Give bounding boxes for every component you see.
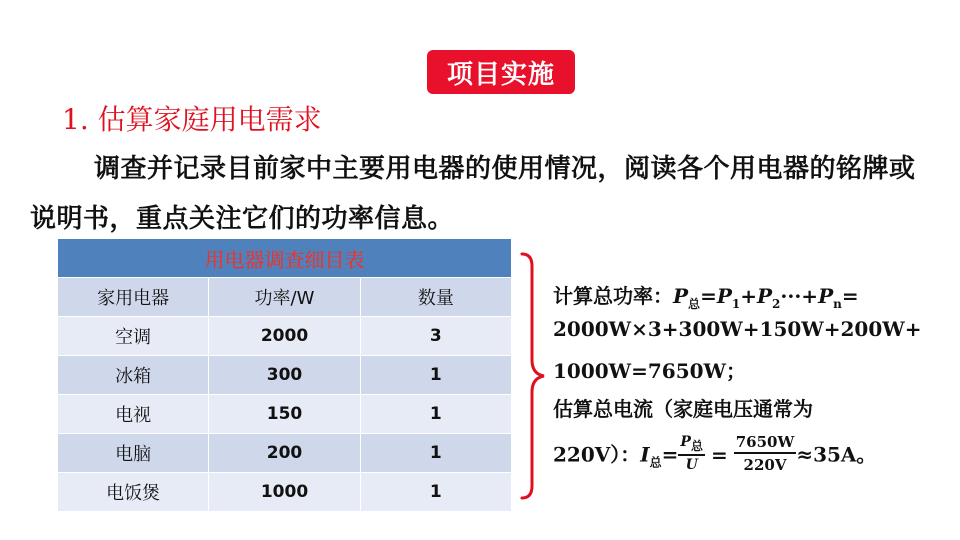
cell-power: 300: [209, 356, 360, 395]
calc-result: ≈35A。: [796, 442, 877, 467]
plus-sign: +: [740, 284, 757, 308]
calc-label-current: 220V）：: [553, 442, 641, 467]
table-row: [58, 473, 512, 512]
subscript-total: 总: [649, 455, 662, 470]
symbol-p2: P: [757, 284, 773, 308]
cell-power: 150: [209, 395, 360, 434]
section-heading: 1. 估算家庭用电需求: [62, 103, 322, 136]
cell-power: 200: [209, 434, 360, 473]
table-row: [58, 356, 512, 395]
subscript-total: 总: [690, 438, 703, 453]
subscript-1: 1: [731, 297, 741, 311]
calc-line-current: [553, 434, 876, 478]
column-header-power: 功率/W: [209, 278, 360, 317]
table-row: [58, 317, 512, 356]
table-row: [58, 434, 512, 473]
cell-appliance: 空调: [58, 317, 209, 356]
fraction-denominator: U: [685, 456, 698, 473]
cell-quantity: 3: [360, 317, 511, 356]
ellipsis-plus: ···+: [780, 284, 819, 308]
cell-power: 1000: [209, 473, 360, 512]
subscript-n: n: [833, 297, 842, 311]
table-title: 用电器调查细目表: [58, 239, 512, 278]
cell-appliance: 电视: [58, 395, 209, 434]
cell-quantity: 1: [360, 395, 511, 434]
fraction-values: [734, 432, 797, 476]
equals-sign: =: [700, 284, 717, 308]
symbol-pn: P: [818, 284, 834, 308]
cell-appliance: 电饭煲: [58, 473, 209, 512]
fraction-numerator: P: [680, 434, 691, 451]
instruction-paragraph: 调查并记录目前家中主要用电器的使用情况，阅读各个用电器的铭牌或说明书，重点关注它们的功率信息。: [30, 154, 916, 234]
section-badge: 项目实施: [427, 50, 575, 94]
cell-quantity: 1: [360, 473, 511, 512]
appliance-survey-table: [57, 238, 512, 512]
subscript-total: 总: [688, 297, 701, 311]
fraction-p-over-u: [678, 434, 705, 474]
calc-line-2: 2000W×3+300W+150W+200W+: [553, 317, 922, 341]
table-row: [58, 395, 512, 434]
fraction-numerator: 7650W: [734, 432, 797, 454]
cell-appliance: 冰箱: [58, 356, 209, 395]
calc-line-3: 1000W=7650W；: [553, 359, 747, 383]
subscript-2: 2: [772, 297, 781, 311]
equals-sign: =: [710, 442, 728, 467]
equals-sign: =: [661, 442, 679, 467]
symbol-p1: P: [716, 284, 732, 308]
curly-bracket: [518, 252, 548, 500]
symbol-i-total: I: [640, 442, 650, 467]
fraction-denominator: 220V: [743, 456, 787, 474]
calc-line-4: 估算总电流（家庭电压通常为: [553, 397, 813, 421]
calc-line-total-power: [553, 280, 859, 312]
column-header-appliance: 家用电器: [58, 278, 209, 317]
column-header-quantity: 数量: [360, 278, 511, 317]
cell-quantity: 1: [360, 434, 511, 473]
equals-sign: =: [841, 284, 859, 308]
cell-appliance: 电脑: [58, 434, 209, 473]
cell-power: 2000: [209, 317, 360, 356]
symbol-p-total: P: [673, 284, 689, 308]
calc-label-power: 计算总功率：: [553, 284, 673, 308]
cell-quantity: 1: [360, 356, 511, 395]
